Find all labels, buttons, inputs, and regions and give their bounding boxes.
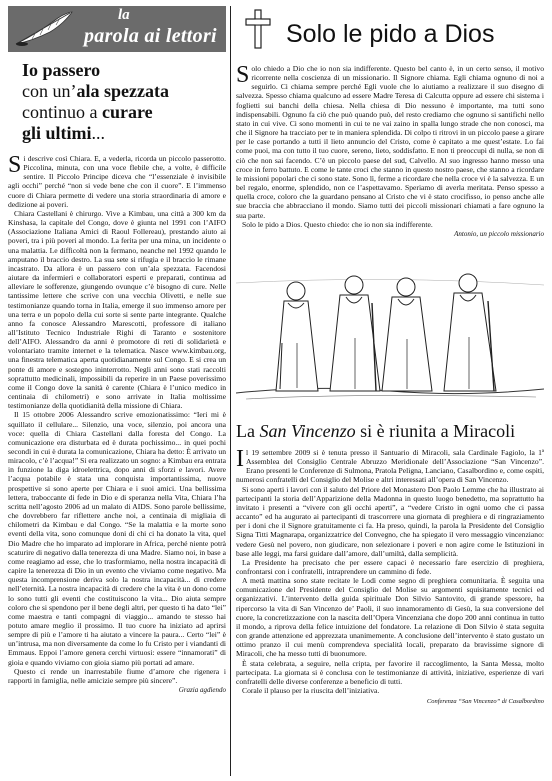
paragraph: Chiara Castellani è chirurgo. Vive a Kimbau, una città a 300 km da Kinshasa, la capitale del Congo, dove è giunta nel 1991 con l’AIFO (Associazione Italiana Amici di Raoul Follereau), prestando aiuto ai poveri, tra i più poveri al mondo. La ferita per una mina, un incidente o una malattia. Le difficoltà non la fermano, neanche nel 1992 quando le amputano il braccio destro. La sua sete si rifugia e il braccio le rimane incastrato. Da allora è un passero con un’ala spezzata. Facendosi aiutare da infermieri e collaboratori esperti e preparati, continua ad alleviare le sofferenze, giungendo ovunque c’è bisogno di cure. Nelle tantissime lettere che scrive con una vecchia Olivetti, e nelle sue testimonianze quando torna in Italia, emerge il suo immenso amore per una terra e un popolo della cui sorte si sente parte integrante. Qualche anno fa conosce Alessandro Marescotti, professore di italiano all’Istituto Tecnico Industriale Righi di Taranto e sostenitore dell’AIFO. Alessandro da anni è promotore di reti di solidarietà e volontariato tramite internet e la telematica. Nasce www.kimbau.org, una finestra telematica aperta quotidianamente sul Congo. E si crea un ponte di amore e sostegno ininterrotto. Negli anni sono stati raccolti soprattutto medicinali, impossibili da reperire in un Paese poverissimo come il Congo dove la sanità è carente (Chiara è l’unico medico in centinaia di chilometri) e sono arrivate in Italia moltissime testimonianze della quotidianità della missione di Chiara.	[8, 208, 226, 411]
title-line-3-bold: curare	[101, 102, 153, 122]
paragraph: Il 15 ottobre 2006 Alessandro scrive emozionatissimo: “Ieri mi è squillato il cellulare... Silenzio, una voce, silenzio, poi ancora una voce: quella di Chiara Castellani dalla foresta del Congo. La comunicazione era disturbata ed è durata pochissimo... in quei pochi secondi in cui è durata la comunicazione, Chiara ha detto: È arrivato un miracolo, c’è l’acqua!” Si era realizzato un sogno: a Kimbau era entrata in funzione la diga idroelettrica, dopo anni di sforzi e lavori. Avere l’acqua potabile è stata una conquista importantissima, nuove prospettive si sono aperte per Chiara e i suoi amici. Una bellissima lettera, traboccante di fede in Dio e di speranza nella Vita, Chiara l’ha scritta nell’agosto 2006 ad un malato di AIDS. Sono parole bellissime, che dovrebbero far riflettere anche noi, a centinaia di migliaia di chilometri da Kimbau e dal Congo. “Se la malattia e la morte sono eventi della vita, sono comunque doni di chi ci ha donato la vita, quel Dio Madre che ho imparato ad implorare in Africa, perché niente potrà scaturire di negativo dalla tenerezza di una Madre. Siamo noi, in base a come reagiamo ad esse, che lo trasformiamo, nella nostra incapacità di capire la tenerezza di Dio in un evento che viviamo come negativo. Ma questa incomprensione deriva solo la nostra incapacità... di credere nell’eternità. La nostra incapacità di credere che la vita è un dono come lo sono tutti gli eventi che costituiscono la vita... Dio aiuta sempre coloro che si spendono per il bene degli altri, per questo ti ha dato “lei” come maestra e tanti compagni di viaggio... amando te stesso hai potuto amare meglio il prossimo. Il tuo cuore ha iniziato ad aprirsi sempre di più e l’amore ti ha aiutato a vincere la paura... Certo “lei” è un’intrusa, ma non diversamente da come lo fu Cristo per i viandanti di Emmaus. Eppoi l’amore genera cerchi virtuosi: essere “innamorati” di gioia e quando viviamo con gioia siamo più portati ad amare.	[8, 410, 226, 667]
article-body-vincenzo	[236, 445, 544, 706]
article-body	[8, 154, 226, 695]
paragraph-text: l 19 settembre 2009 si è tenuta presso il Santuario di Miracoli, sala Cardinale Fagiolo, la 1ª Assemblea del Consiglio Centrale Abruzzo Meridionale dell’Associazione “San Vincenzo”. Erano presenti le Conferenze di Sulmona, Pratola Peligna, Lanciano, Casalbordino e, come ospiti, numerosi confratelli del Consiglio del Molise e altri interessati all’opera di San Vincenzo.	[236, 447, 544, 485]
article-body	[236, 64, 544, 239]
header-la: la	[118, 7, 130, 23]
paragraph: È stata celebrata, a seguire, nella cripta, per favorire il raccoglimento, la Santa Messa, molto partecipata. La giornata si è conclusa con le testimonianze di attività, iniziative, esperienze di vari confratelli delle diverse conferenze a beneficio di tutti.	[236, 658, 544, 686]
section-title: parola ai lettori	[84, 25, 217, 47]
author-signature: Grazia agdiendo	[178, 686, 226, 695]
friars-illustration	[236, 243, 544, 403]
title-line-2-pre: con un’	[22, 81, 77, 101]
paragraph: Si sono aperti i lavori con il saluto del Priore del Monastero Don Paolo Lemme che ha illustrato ai partecipanti la storia dell’Apparizione della Madonna in questo luogo benedetto, ma soprattutto ha invitato i presenti a “vivere con gli occhi aperti”, a “vedere Cristo in ogni uomo che ci passa accanto” ed ha augurato ai partecipanti di trascorrere una giornata di preghiera e di ringraziamento per i doni che il Signore gratuitamente ci fa. Ha preso, quindi, la parola la Presidente del Consiglio Signa Titti Magnarapa, organizzatrice del Convegno, che ha spiegato il vero messaggio vincenziano: vedere Gesù nel povero, non giudicare, non selezionare i poveri e non agire come le Istituzioni in base alle leggi, ma farsi guidare dall’amore, dall’umiltà, dalla semplicità.	[236, 484, 544, 558]
title-italic: San Vincenzo	[259, 420, 356, 441]
column-divider	[230, 6, 231, 776]
drop-cap: I	[236, 445, 244, 472]
paragraph: Solo le pido a Dios. Questo chiedo: che io non sia indifferente.	[242, 219, 433, 229]
paragraph-text: olo chiedo a Dio che io non sia indifferente. Questo bel canto è, in un certo senso, il motivo ricorrente nella coscienza di un missionario. Il Signore chiama. Egli chiama ognuno di noi a seguirlo. Ci chiama sempre perché Egli vuole che lo aiutiamo a realizzare il suo disegno di salvezza. Spesso chiama qualcuno ad essere Madre Teresa di Calcutta oppure ad essere chi sistema i foglietti sui banchi della chiesa. Nella chiesa di Dio nessuno è importante, ma tutti sono indispensabili. Ognuno fa ciò che può quando può, del resto crediamo che ognuno si santifichi nello stato in cui vive. Ci sono momenti in cui te ne vai zaino in spalla lungo strade che non conosci, ma che il Signore ha tracciato per te in maniera splendida. Di colpo ti ritrovi in un piccolo paese a girare per le case portando a tutti il lieto annuncio del Cristo, come è capitato a me quest’estate. Lo fai come puoi, ma con tutto il tuo cuore, sereno, lieto, soddisfatto. E non ti preoccupi di nulla, se non di ciò che non sai facendo. C’è un piccolo paese del sud, Calvello. Al suo ingresso hanno messo una croce in ferro battuto. E come le tante croci che stanno in questo nostro paese, che stanno a ricordare le missioni popolari che ci sono state. Sono lì, ferme a ricordare che nella croce vi è la salvezza. E un bel regalo, enorme, splendido, non ce l’aspettavamo. Speriamo di averla meritata. Penso spesso a quella croce, coloro che la guardano pensano al Cristo che vi è stato crocifisso, io penso anche alle sue braccia che abbracciano il mondo. Siamo tutti dei piccoli missionari chiamati a fare ognuno la sua parte.	[236, 64, 544, 220]
title-pre: La	[236, 420, 260, 441]
paragraph	[236, 64, 544, 220]
title-post: si è riunita a Miracoli	[355, 420, 516, 441]
drop-cap: S	[8, 152, 22, 178]
left-column	[8, 6, 226, 776]
title-line-4-bold: gli ultimi	[22, 123, 92, 143]
right-column	[236, 6, 544, 776]
cross-icon	[244, 8, 272, 50]
section-header	[8, 6, 226, 52]
article-title: Solo le pido a Dios	[286, 20, 495, 48]
author-signature: Antonio, un piccolo missionario	[454, 229, 544, 238]
title-line-2-bold: ala spezzata	[76, 81, 169, 101]
paragraph: A metà mattina sono state recitate le Lodi come segno di preghiera comunitaria. È seguita una comunicazione del Presidente del Consiglio del Molise su argomenti squisitamente tecnici ed organizzativi. L’intervento della guida spirituale Don Silvio Santovito, di grande spessore, ha ripercorso la vita di San Vincenzo de’ Paoli, il suo innamoramento di Gesù, la sua conversione del cuore, la concretizzazione con la nascita dell’Opera Vincenziana che dopo 200 anni continua in tutto il mondo, a riprova della felice intuizione del fondatore. La relazione di Don Silvio è stata seguita con grande attenzione ed apprezzata unanimemente. A conclusione dell’intervento è stato gustato un ottimo pranzo il cui menù comprendeva specialità locali, preparato da bravissime signore di Miracoli, che ha messo tutti di buonumore.	[236, 576, 544, 659]
paragraph: Corale il plauso per la riuscita dell’iniziativa.	[242, 686, 380, 696]
author-signature: Conferenza “San Vincenzo” di Casalbordino	[426, 698, 544, 706]
article-header	[236, 6, 544, 52]
paragraph: La Presidente ha precisato che per essere capaci è necessario fare esercizio di preghiera, confrontarsi con i confratelli, intraprendere un cammino di fede.	[236, 557, 544, 576]
drop-cap: S	[236, 62, 250, 88]
article-title-vincenzo	[236, 420, 544, 442]
article-title	[8, 60, 226, 144]
title-line-3-pre: continuo a	[22, 102, 102, 122]
paragraph: Questo ci rende un inarrestabile fiume d’amore che rigenera i rapporti in famiglia, nelle amicizie sempre più sincere”.	[8, 666, 226, 685]
title-line-1: Io passero	[22, 60, 101, 80]
paragraph	[236, 445, 544, 485]
paragraph-text: i descrive così Chiara. E, a vederla, ricorda un piccolo passerotto. Piccolina, minuta, con una voce flebile che, a volte, è difficile sentire. Il Piccolo Principe diceva che “l’essenziale è invisibile agli occhi” perché “non si vede bene che con il cuore”. E l’immenso cuore di Chiara permette di vedere una storia straordinaria di amore e dedizione ai poveri.	[8, 154, 226, 209]
quill-icon	[12, 10, 74, 48]
title-line-4-post: ...	[91, 123, 106, 143]
paragraph	[8, 154, 226, 209]
